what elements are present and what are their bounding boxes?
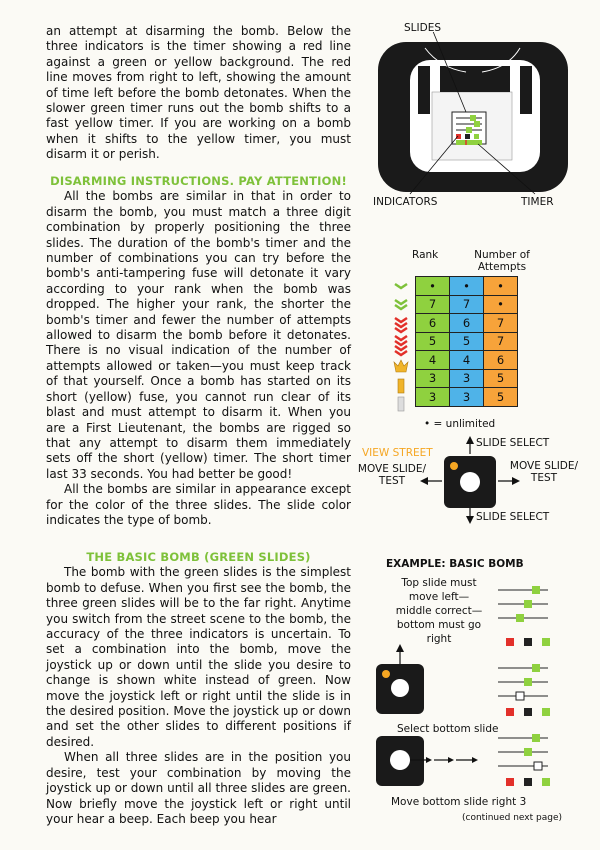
attempts-cell: 5 — [416, 332, 450, 351]
joystick-diagram — [420, 436, 520, 526]
chevron-4-icon — [395, 336, 407, 355]
example-slide-selected — [534, 762, 542, 770]
rank-header: Rank — [412, 249, 439, 261]
move-bottom-caption: Move bottom slide right 3 — [391, 796, 527, 808]
attempts-cell: • — [450, 277, 484, 296]
rank-row — [416, 332, 518, 351]
example-slide — [524, 678, 532, 686]
attempts-cell: 3 — [416, 388, 450, 407]
attempts-cell: 6 — [416, 314, 450, 333]
attempts-header: Number of Attempts — [474, 249, 530, 273]
slide-state-2 — [498, 664, 550, 716]
intro-column — [46, 24, 351, 163]
example-diagram — [370, 580, 570, 795]
select-bottom-caption: Select bottom slide — [397, 723, 499, 735]
move-slide-left-label: MOVE SLIDE/ TEST — [357, 463, 427, 487]
example-indicator — [524, 638, 532, 646]
view-street-label: VIEW STREET — [362, 447, 433, 459]
tv-indicator — [465, 134, 470, 139]
attempts-cell: 3 — [450, 369, 484, 388]
example-indicator — [524, 708, 532, 716]
basic-bomb-paragraph-2: When all three slides are in the position you desire, test your combination by moving the joystick up or down until all three slides are green. Now briefly move the joystick left or right until your hear a beep. Each beep you hear — [46, 750, 351, 826]
example-indicator — [524, 778, 532, 786]
tv-slide — [466, 127, 472, 133]
example-indicator — [542, 708, 550, 716]
attempts-cell: 6 — [484, 351, 518, 370]
timer-label: TIMER — [521, 196, 554, 208]
example-note: Top slide must move left— middle correct— bottom must go right — [395, 577, 483, 645]
example-slide — [516, 614, 524, 622]
joystick-right-example — [376, 736, 478, 786]
example-slide — [532, 734, 540, 742]
slide-state-3 — [498, 734, 550, 786]
disarming-section — [46, 174, 351, 528]
attempts-cell: 5 — [484, 369, 518, 388]
slides-label: SLIDES — [404, 22, 441, 34]
tv-slide — [474, 121, 480, 127]
attempts-cell: • — [416, 277, 450, 296]
example-slide — [524, 748, 532, 756]
example-indicator — [542, 778, 550, 786]
basic-bomb-paragraph-1: The bomb with the green slides is the simplest bomb to defuse. When you first see the bomb, the three green slides will be to the far right. Anytime you switch from the street scene to the bomb, the accuracy of the three indicators is uncertain. To set a combination into the bomb, move the joystick up or down until the slide you desire to change is shown white instead of green. Now move the joystick left or right until the slide is in the desired position. Move the joystick up or down and set the other slides to different positions if desired. — [46, 565, 351, 749]
rank-row — [416, 277, 518, 296]
attempts-cell: 4 — [416, 351, 450, 370]
example-slide — [524, 600, 532, 608]
tv-diagram — [370, 32, 580, 202]
slide-select-bottom-label: SLIDE SELECT — [476, 511, 550, 523]
basic-bomb-section — [46, 550, 351, 827]
joystick-button — [450, 462, 458, 470]
gold-bar-icon — [398, 379, 404, 393]
slide-select-top-label: SLIDE SELECT — [476, 437, 550, 449]
example-slide — [532, 664, 540, 672]
tv-indicator — [474, 134, 479, 139]
indicators-label: INDICATORS — [373, 196, 438, 208]
attempts-cell: 7 — [484, 314, 518, 333]
example-indicator — [506, 708, 514, 716]
example-slide — [532, 586, 540, 594]
unlimited-footnote: • = unlimited — [424, 418, 496, 430]
tv-indicator — [456, 134, 461, 139]
attempts-cell: 3 — [450, 388, 484, 407]
attempts-cell: • — [484, 295, 518, 314]
tv-slide — [470, 115, 476, 121]
disarming-heading: DISARMING INSTRUCTIONS. PAY ATTENTION! — [50, 174, 347, 188]
disarming-paragraph-2: All the bombs are similar in appearance except for the color of the three slides. The slide color indicates the type of bomb. — [46, 482, 351, 527]
example-slide-selected — [516, 692, 524, 700]
rank-row — [416, 369, 518, 388]
attempts-cell: 4 — [450, 351, 484, 370]
joystick-stick — [460, 472, 480, 492]
chevron-1-icon — [395, 284, 407, 288]
attempts-cell: 5 — [484, 388, 518, 407]
attempts-cell: 3 — [416, 369, 450, 388]
move-slide-right-label: MOVE SLIDE/ TEST — [509, 460, 579, 484]
example-title: EXAMPLE: BASIC BOMB — [386, 558, 524, 570]
example-indicator — [506, 778, 514, 786]
rank-row — [416, 388, 518, 407]
rank-icons — [389, 278, 413, 413]
continued-note: (continued next page) — [462, 813, 563, 823]
rank-row — [416, 351, 518, 370]
disarming-paragraph-1: All the bombs are similar in that in order to disarm the bomb, you must match a three digit combination by properly positioning the three slides. The duration of the bomb's timer and the number of combinations you can try before the bomb's anti-tampering fuse will detonate it vary according to your rank when the bomb was dropped. The higher your rank, the shorter the bomb's timer and fewer the number of attempts allowed to disarm the bomb before it detonates. There is no visual indication of the number of attempts allowed or taken—you must keep track of that yourself. Once a bomb has started on its short (yellow) fuse, you cannot run clear of its blast and must attempt to disarm it. When you are a First Lieutenant, the bombs are rigged so that any attempt to disarm them immediately sets off the short (yellow) timer. The short timer last 33 seconds. You had better be good! — [46, 189, 351, 481]
example-indicator — [506, 638, 514, 646]
chevron-2-icon — [395, 300, 407, 309]
attempts-cell: 6 — [450, 314, 484, 333]
attempts-cell: 7 — [484, 332, 518, 351]
attempts-cell: 7 — [416, 295, 450, 314]
example-indicator — [542, 638, 550, 646]
silver-bar-icon — [398, 397, 404, 411]
rank-row — [416, 314, 518, 333]
attempts-cell: 7 — [450, 295, 484, 314]
intro-paragraph: an attempt at disarming the bomb. Below the three indicators is the timer showing a red line against a green or yellow background. The red line moves from right to left, showing the amount of time left before the bomb detonates. When the slower green timer runs out the bomb shifts to a fast yellow timer. If you are working on a bomb when it shifts to the yellow timer, you must disarm it or perish. — [46, 24, 351, 162]
chevron-3-icon — [395, 318, 407, 332]
slide-state-1 — [498, 586, 550, 646]
attempts-cell: • — [484, 277, 518, 296]
attempts-cell: 5 — [450, 332, 484, 351]
joystick-up-example — [376, 644, 424, 714]
rank-attempts-table — [415, 276, 518, 407]
basic-bomb-heading: THE BASIC BOMB (GREEN SLIDES) — [86, 550, 311, 564]
rank-row — [416, 295, 518, 314]
eagle-icon — [394, 360, 408, 372]
